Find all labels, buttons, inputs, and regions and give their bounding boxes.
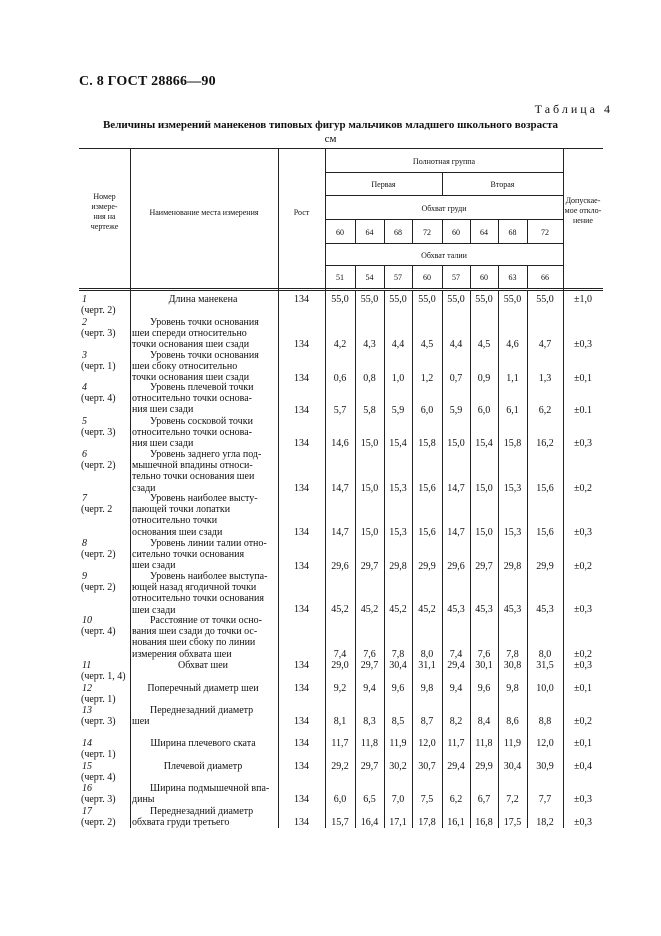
row-value: 7,8 — [391, 649, 405, 660]
page-header: С. 8 ГОСТ 28866—90 — [79, 74, 216, 89]
row-value: 1,1 — [506, 373, 519, 384]
row-value: 1,0 — [391, 373, 405, 384]
row-height: 134 — [294, 561, 309, 572]
row-value: 4,7 — [538, 339, 552, 350]
row-value: 8,2 — [449, 716, 463, 727]
row-name-line: тельно точки основания шеи — [132, 471, 255, 483]
row-value: 5,8 — [363, 405, 376, 416]
row-height: 134 — [294, 294, 309, 305]
row-number: 4 — [82, 382, 87, 393]
row-value: 29,7 — [360, 561, 379, 572]
row-name-line: точки основания шеи сзади — [132, 372, 250, 384]
row-name-line: Уровень плечевой точки — [150, 382, 254, 393]
row-tolerance: ±0,1 — [574, 738, 592, 749]
row-value: 8,5 — [391, 716, 405, 727]
table-top-border — [79, 148, 603, 149]
row-value: 17,5 — [503, 817, 522, 828]
row-drawing-ref: (черт. 4) — [81, 626, 116, 637]
row-value: 7,7 — [538, 794, 552, 805]
header-tolerance-label: нение — [573, 216, 593, 225]
row-value: 29,8 — [389, 561, 407, 572]
row-drawing-ref: (черт. 2) — [81, 549, 116, 560]
row-drawing-ref: (черт. 2) — [81, 817, 116, 828]
row-value: 16,4 — [360, 817, 379, 828]
row-height: 134 — [294, 339, 309, 350]
row-value: 16,1 — [447, 817, 465, 828]
row-drawing-ref: (черт. 3) — [81, 328, 116, 339]
row-name-line: мышечной впадины относи- — [132, 460, 253, 472]
row-height: 134 — [294, 373, 309, 384]
row-value: 6,2 — [538, 405, 552, 416]
row-height: 134 — [294, 794, 309, 805]
row-height: 134 — [294, 438, 309, 449]
row-name-line: Уровень наиболее выступа- — [150, 571, 268, 582]
row-height: 134 — [294, 604, 309, 615]
row-value: 15,7 — [331, 817, 349, 828]
waist-value: 57 — [394, 273, 402, 282]
row-value: 45,2 — [389, 604, 407, 615]
header-waist-label: Обхват талии — [421, 251, 467, 260]
row-number: 8 — [82, 538, 87, 549]
row-value: 55,0 — [536, 294, 554, 305]
row-value: 8,7 — [420, 716, 434, 727]
row-value: 4,4 — [391, 339, 405, 350]
row-value: 45,2 — [418, 604, 436, 615]
row-name-line: Уровень точки основания — [150, 317, 259, 328]
header-first-group: Первая — [371, 180, 396, 189]
row-value: 8,0 — [538, 649, 552, 660]
waist-value: 51 — [336, 273, 344, 282]
row-value: 18,2 — [536, 817, 554, 828]
row-tolerance: ±0,3 — [574, 604, 592, 615]
row-tolerance: ±0,3 — [574, 794, 592, 805]
row-value: 29,9 — [536, 561, 554, 572]
row-number: 3 — [82, 350, 87, 361]
row-value: 15,0 — [360, 483, 379, 494]
row-value: 45,3 — [503, 604, 522, 615]
row-value: 7,6 — [363, 649, 376, 660]
row-value: 31,1 — [418, 660, 436, 671]
row-value: 15,3 — [503, 527, 522, 538]
row-value: 17,1 — [389, 817, 407, 828]
row-height: 134 — [294, 660, 309, 671]
row-value: 11,9 — [389, 738, 407, 749]
row-value: 15,4 — [389, 438, 407, 449]
row-name-line: Обхват шеи — [177, 660, 229, 671]
header-number-label: ния на — [93, 212, 116, 221]
row-value: 11,9 — [503, 738, 522, 749]
row-value: 30,8 — [503, 660, 522, 671]
row-name-line: дины — [132, 794, 155, 806]
row-number: 16 — [82, 783, 92, 794]
row-height: 134 — [294, 738, 309, 749]
row-name-line: нования шеи сбоку по линии — [132, 637, 256, 649]
row-value: 4,5 — [477, 339, 491, 350]
table-title: Величины измерений манекенов типовых фигур мальчиков младшего школьного возраста — [102, 119, 559, 131]
row-name-line: шеи спереди относительно — [132, 328, 247, 340]
row-drawing-ref: (черт. 1) — [81, 694, 116, 705]
row-value: 31,5 — [536, 660, 554, 671]
row-name-line: Плечевой диаметр — [163, 761, 243, 772]
row-value: 0,7 — [449, 373, 463, 384]
header-line-group — [325, 172, 563, 173]
row-drawing-ref: (черт. 1) — [81, 361, 116, 372]
row-value: 55,0 — [503, 294, 522, 305]
row-name-line: относительно точки основа- — [132, 393, 252, 405]
header-number-label: Номер — [93, 192, 116, 201]
row-name-line: относительно точки основа- — [132, 427, 252, 439]
row-value: 29,2 — [331, 761, 349, 772]
row-value: 15,0 — [360, 438, 379, 449]
row-value: 0,6 — [333, 373, 347, 384]
row-value: 9,4 — [449, 683, 463, 694]
row-value: 15,3 — [389, 527, 407, 538]
row-value: 9,6 — [477, 683, 491, 694]
row-value: 30,4 — [503, 761, 522, 772]
row-name-line: ющей назад ягодичной точки — [132, 582, 257, 594]
row-value: 15,6 — [418, 483, 436, 494]
row-value: 7,5 — [420, 794, 434, 805]
row-value: 6,7 — [477, 794, 491, 805]
row-value: 29,6 — [447, 561, 465, 572]
chest-value: 72 — [541, 228, 549, 237]
table-label: Таблица 4 — [534, 102, 613, 116]
row-value: 4,4 — [449, 339, 463, 350]
row-value: 11,8 — [360, 738, 379, 749]
row-value: 8,6 — [506, 716, 519, 727]
row-drawing-ref: (черт. 4) — [81, 772, 116, 783]
row-value: 55,0 — [447, 294, 465, 305]
row-name-line: сительно точки основания — [132, 549, 245, 561]
header-number-label: измере- — [91, 202, 118, 211]
row-value: 29,7 — [360, 660, 379, 671]
row-value: 14,7 — [447, 527, 465, 538]
row-value: 14,7 — [447, 483, 465, 494]
row-number: 15 — [82, 761, 92, 772]
header-tolerance-label: Допускае- — [565, 196, 601, 205]
waist-value: 60 — [480, 273, 488, 282]
row-drawing-ref: (черт. 3) — [81, 794, 116, 805]
row-height: 134 — [294, 527, 309, 538]
waist-value: 60 — [423, 273, 431, 282]
row-name-line: шеи сзади — [132, 560, 176, 572]
row-value: 9,2 — [333, 683, 347, 694]
row-value: 11,8 — [475, 738, 493, 749]
row-value: 15,6 — [536, 527, 554, 538]
row-drawing-ref: (черт. 2) — [81, 582, 116, 593]
row-name-line: Уровень линии талии отно- — [150, 538, 267, 549]
row-value: 12,0 — [418, 738, 436, 749]
row-value: 15,0 — [447, 438, 465, 449]
row-value: 55,0 — [331, 294, 349, 305]
row-name-line: Уровень сосковой точки — [150, 416, 253, 427]
row-name-line: шеи сбоку относительно — [132, 361, 238, 373]
row-value: 5,9 — [391, 405, 405, 416]
row-height: 134 — [294, 483, 309, 494]
row-value: 30,4 — [389, 660, 407, 671]
row-name-line: Переднезадний диаметр — [150, 705, 254, 716]
row-value: 5,9 — [449, 405, 463, 416]
row-value: 17,8 — [418, 817, 436, 828]
row-drawing-ref: (черт. 3) — [81, 716, 116, 727]
chest-value: 64 — [480, 228, 488, 237]
row-value: 7,4 — [449, 649, 463, 660]
row-value: 0,9 — [477, 373, 491, 384]
row-value: 6,0 — [420, 405, 434, 416]
row-name-line: обхвата груди третьего — [132, 817, 230, 829]
row-value: 6,2 — [449, 794, 463, 805]
row-value: 9,8 — [420, 683, 434, 694]
row-number: 2 — [82, 317, 87, 328]
row-value: 0,8 — [363, 373, 376, 384]
row-value: 29,0 — [331, 660, 349, 671]
row-value: 15,0 — [475, 483, 493, 494]
row-value: 30,7 — [418, 761, 436, 772]
row-value: 8,1 — [333, 716, 347, 727]
row-number: 1 — [82, 294, 87, 305]
row-number: 11 — [82, 660, 92, 671]
col-divider-number — [130, 148, 131, 828]
row-value: 9,4 — [363, 683, 376, 694]
row-value: 29,4 — [447, 660, 465, 671]
row-tolerance: ±1,0 — [574, 294, 592, 305]
header-height-label: Рост — [293, 208, 310, 217]
row-height: 134 — [294, 405, 309, 416]
chest-value: 72 — [423, 228, 431, 237]
row-value: 6,0 — [477, 405, 491, 416]
unit-label: см — [324, 133, 337, 145]
row-drawing-ref: (черт. 2) — [81, 305, 116, 316]
row-value: 14,6 — [331, 438, 349, 449]
row-drawing-ref: (черт. 4) — [81, 393, 116, 404]
header-name-label: Наименование места измерения — [149, 208, 259, 217]
row-height: 134 — [294, 817, 309, 828]
row-value: 29,7 — [360, 761, 379, 772]
row-value: 15,0 — [475, 527, 493, 538]
row-value: 29,8 — [503, 561, 522, 572]
chest-value: 68 — [508, 228, 517, 237]
row-number: 10 — [82, 615, 92, 626]
row-value: 4,3 — [363, 339, 376, 350]
row-value: 7,2 — [506, 794, 519, 805]
row-name-line: Длина манекена — [168, 294, 238, 305]
row-value: 12,0 — [536, 738, 554, 749]
row-tolerance: ±0,2 — [574, 649, 592, 660]
row-name-line: измерения обхвата шеи — [132, 648, 232, 660]
chest-value: 64 — [365, 228, 374, 237]
row-value: 45,3 — [475, 604, 493, 615]
row-name-line: Переднезадний диаметр — [150, 806, 254, 817]
row-name-line: Ширина плечевого ската — [150, 738, 256, 749]
row-name-line: точки основания шеи сзади — [132, 339, 250, 351]
row-drawing-ref: (черт. 1, 4) — [81, 671, 126, 682]
row-value: 29,6 — [331, 561, 349, 572]
row-name-line: Ширина подмышечной впа- — [150, 783, 270, 794]
row-value: 10,0 — [536, 683, 554, 694]
row-value: 15,4 — [475, 438, 493, 449]
row-value: 29,7 — [475, 561, 493, 572]
row-tolerance: ±0,3 — [574, 438, 592, 449]
row-value: 15,0 — [360, 527, 379, 538]
row-value: 15,6 — [418, 527, 436, 538]
row-value: 11,7 — [447, 738, 465, 749]
waist-value: 63 — [508, 273, 517, 282]
row-tolerance: ±0,2 — [574, 483, 592, 494]
row-value: 7,0 — [391, 794, 405, 805]
chest-value: 60 — [336, 228, 344, 237]
row-name-line: относительно точки основания — [132, 593, 264, 605]
row-value: 8,4 — [477, 716, 491, 727]
row-drawing-ref: (черт. 1) — [81, 749, 116, 760]
row-number: 13 — [82, 705, 92, 716]
header-chest-label: Обхват груди — [421, 204, 467, 213]
row-tolerance: ±0,4 — [574, 761, 592, 772]
row-value: 55,0 — [418, 294, 436, 305]
row-name-line: ния шеи сзади — [132, 404, 194, 416]
row-value: 7,4 — [333, 649, 347, 660]
row-value: 1,2 — [420, 373, 434, 384]
row-value: 16,8 — [475, 817, 493, 828]
row-value: 55,0 — [389, 294, 407, 305]
row-value: 4,5 — [420, 339, 434, 350]
row-value: 29,4 — [447, 761, 465, 772]
row-name-line: пающей точки лопатки — [132, 504, 231, 516]
row-tolerance: ±0,3 — [574, 660, 592, 671]
row-value: 8,3 — [363, 716, 376, 727]
row-number: 12 — [82, 683, 92, 694]
row-value: 30,9 — [536, 761, 554, 772]
row-name-line: основания шеи сзади — [132, 526, 223, 538]
row-value: 9,8 — [506, 683, 519, 694]
row-value: 6,5 — [363, 794, 376, 805]
row-value: 55,0 — [475, 294, 493, 305]
row-height: 134 — [294, 716, 309, 727]
row-value: 15,6 — [536, 483, 554, 494]
row-value: 5,7 — [333, 405, 347, 416]
row-tolerance: ±0,3 — [574, 817, 592, 828]
row-name-line: сзади — [132, 482, 156, 494]
header-group-label: Полнотная группа — [412, 157, 476, 166]
row-value: 9,6 — [391, 683, 405, 694]
chest-value: 60 — [452, 228, 460, 237]
row-value: 15,3 — [389, 483, 407, 494]
row-name-line: ния шеи сзади — [132, 438, 194, 450]
row-name-line: Расстояние от точки осно- — [150, 615, 262, 626]
row-name-line: относительно точки — [132, 515, 218, 527]
row-value: 6,0 — [333, 794, 347, 805]
row-value: 6,1 — [506, 405, 519, 416]
row-value: 8,8 — [538, 716, 552, 727]
row-tolerance: ±0,1 — [574, 373, 592, 384]
waist-value: 66 — [541, 273, 549, 282]
row-value: 14,7 — [331, 483, 349, 494]
header-line-subgroup — [325, 195, 563, 196]
row-value: 15,8 — [418, 438, 436, 449]
row-value: 45,2 — [360, 604, 379, 615]
row-tolerance: ±0,3 — [574, 339, 592, 350]
row-value: 15,3 — [503, 483, 522, 494]
row-name-line: шеи сзади — [132, 604, 176, 616]
row-value: 15,8 — [503, 438, 522, 449]
waist-value: 54 — [365, 273, 374, 282]
row-name-line: вания шеи сзади до точки ос- — [132, 626, 258, 638]
row-number: 7 — [82, 493, 87, 504]
chest-value: 68 — [394, 228, 402, 237]
row-number: 5 — [82, 416, 87, 427]
row-drawing-ref: (черт. 3) — [81, 427, 116, 438]
row-drawing-ref: (черт. 2) — [81, 460, 116, 471]
row-value: 8,0 — [420, 649, 434, 660]
row-value: 16,2 — [536, 438, 554, 449]
row-value: 4,6 — [506, 339, 519, 350]
row-tolerance: ±0.1 — [574, 405, 592, 416]
row-value: 30,2 — [389, 761, 407, 772]
row-name-line: Поперечный диаметр шеи — [147, 683, 259, 694]
row-value: 1,3 — [538, 373, 552, 384]
row-number: 14 — [82, 738, 92, 749]
row-value: 7,8 — [506, 649, 519, 660]
row-value: 7,6 — [477, 649, 491, 660]
header-bottom-border-double — [79, 290, 603, 291]
row-value: 45,2 — [331, 604, 349, 615]
row-value: 14,7 — [331, 527, 349, 538]
row-value: 29,9 — [418, 561, 436, 572]
row-name-line: Уровень заднего угла под- — [150, 449, 262, 460]
row-name-line: Уровень точки основания — [150, 350, 259, 361]
header-second-group: Вторая — [490, 180, 515, 189]
row-height: 134 — [294, 761, 309, 772]
row-number: 17 — [82, 806, 92, 817]
row-value: 45,3 — [536, 604, 554, 615]
row-tolerance: ±0,2 — [574, 561, 592, 572]
row-number: 6 — [82, 449, 87, 460]
row-name-line: Уровень наиболее высту- — [150, 493, 258, 504]
header-tolerance-label: мое откло- — [564, 206, 602, 215]
row-value: 29,9 — [475, 761, 493, 772]
row-value: 11,7 — [331, 738, 349, 749]
row-tolerance: ±0,1 — [574, 683, 592, 694]
row-tolerance: ±0,3 — [574, 527, 592, 538]
row-value: 4,2 — [333, 339, 347, 350]
waist-value: 57 — [452, 273, 460, 282]
row-tolerance: ±0,2 — [574, 716, 592, 727]
row-drawing-ref: (черт. 2 — [81, 504, 113, 515]
row-number: 9 — [82, 571, 87, 582]
row-height: 134 — [294, 683, 309, 694]
header-bottom-border — [79, 288, 603, 289]
row-value: 45,3 — [447, 604, 465, 615]
header-number-label: чертеже — [90, 222, 119, 231]
header-line-chest-values — [325, 243, 563, 244]
row-name-line: шеи — [132, 716, 150, 728]
row-value: 55,0 — [360, 294, 379, 305]
row-value: 30,1 — [475, 660, 493, 671]
